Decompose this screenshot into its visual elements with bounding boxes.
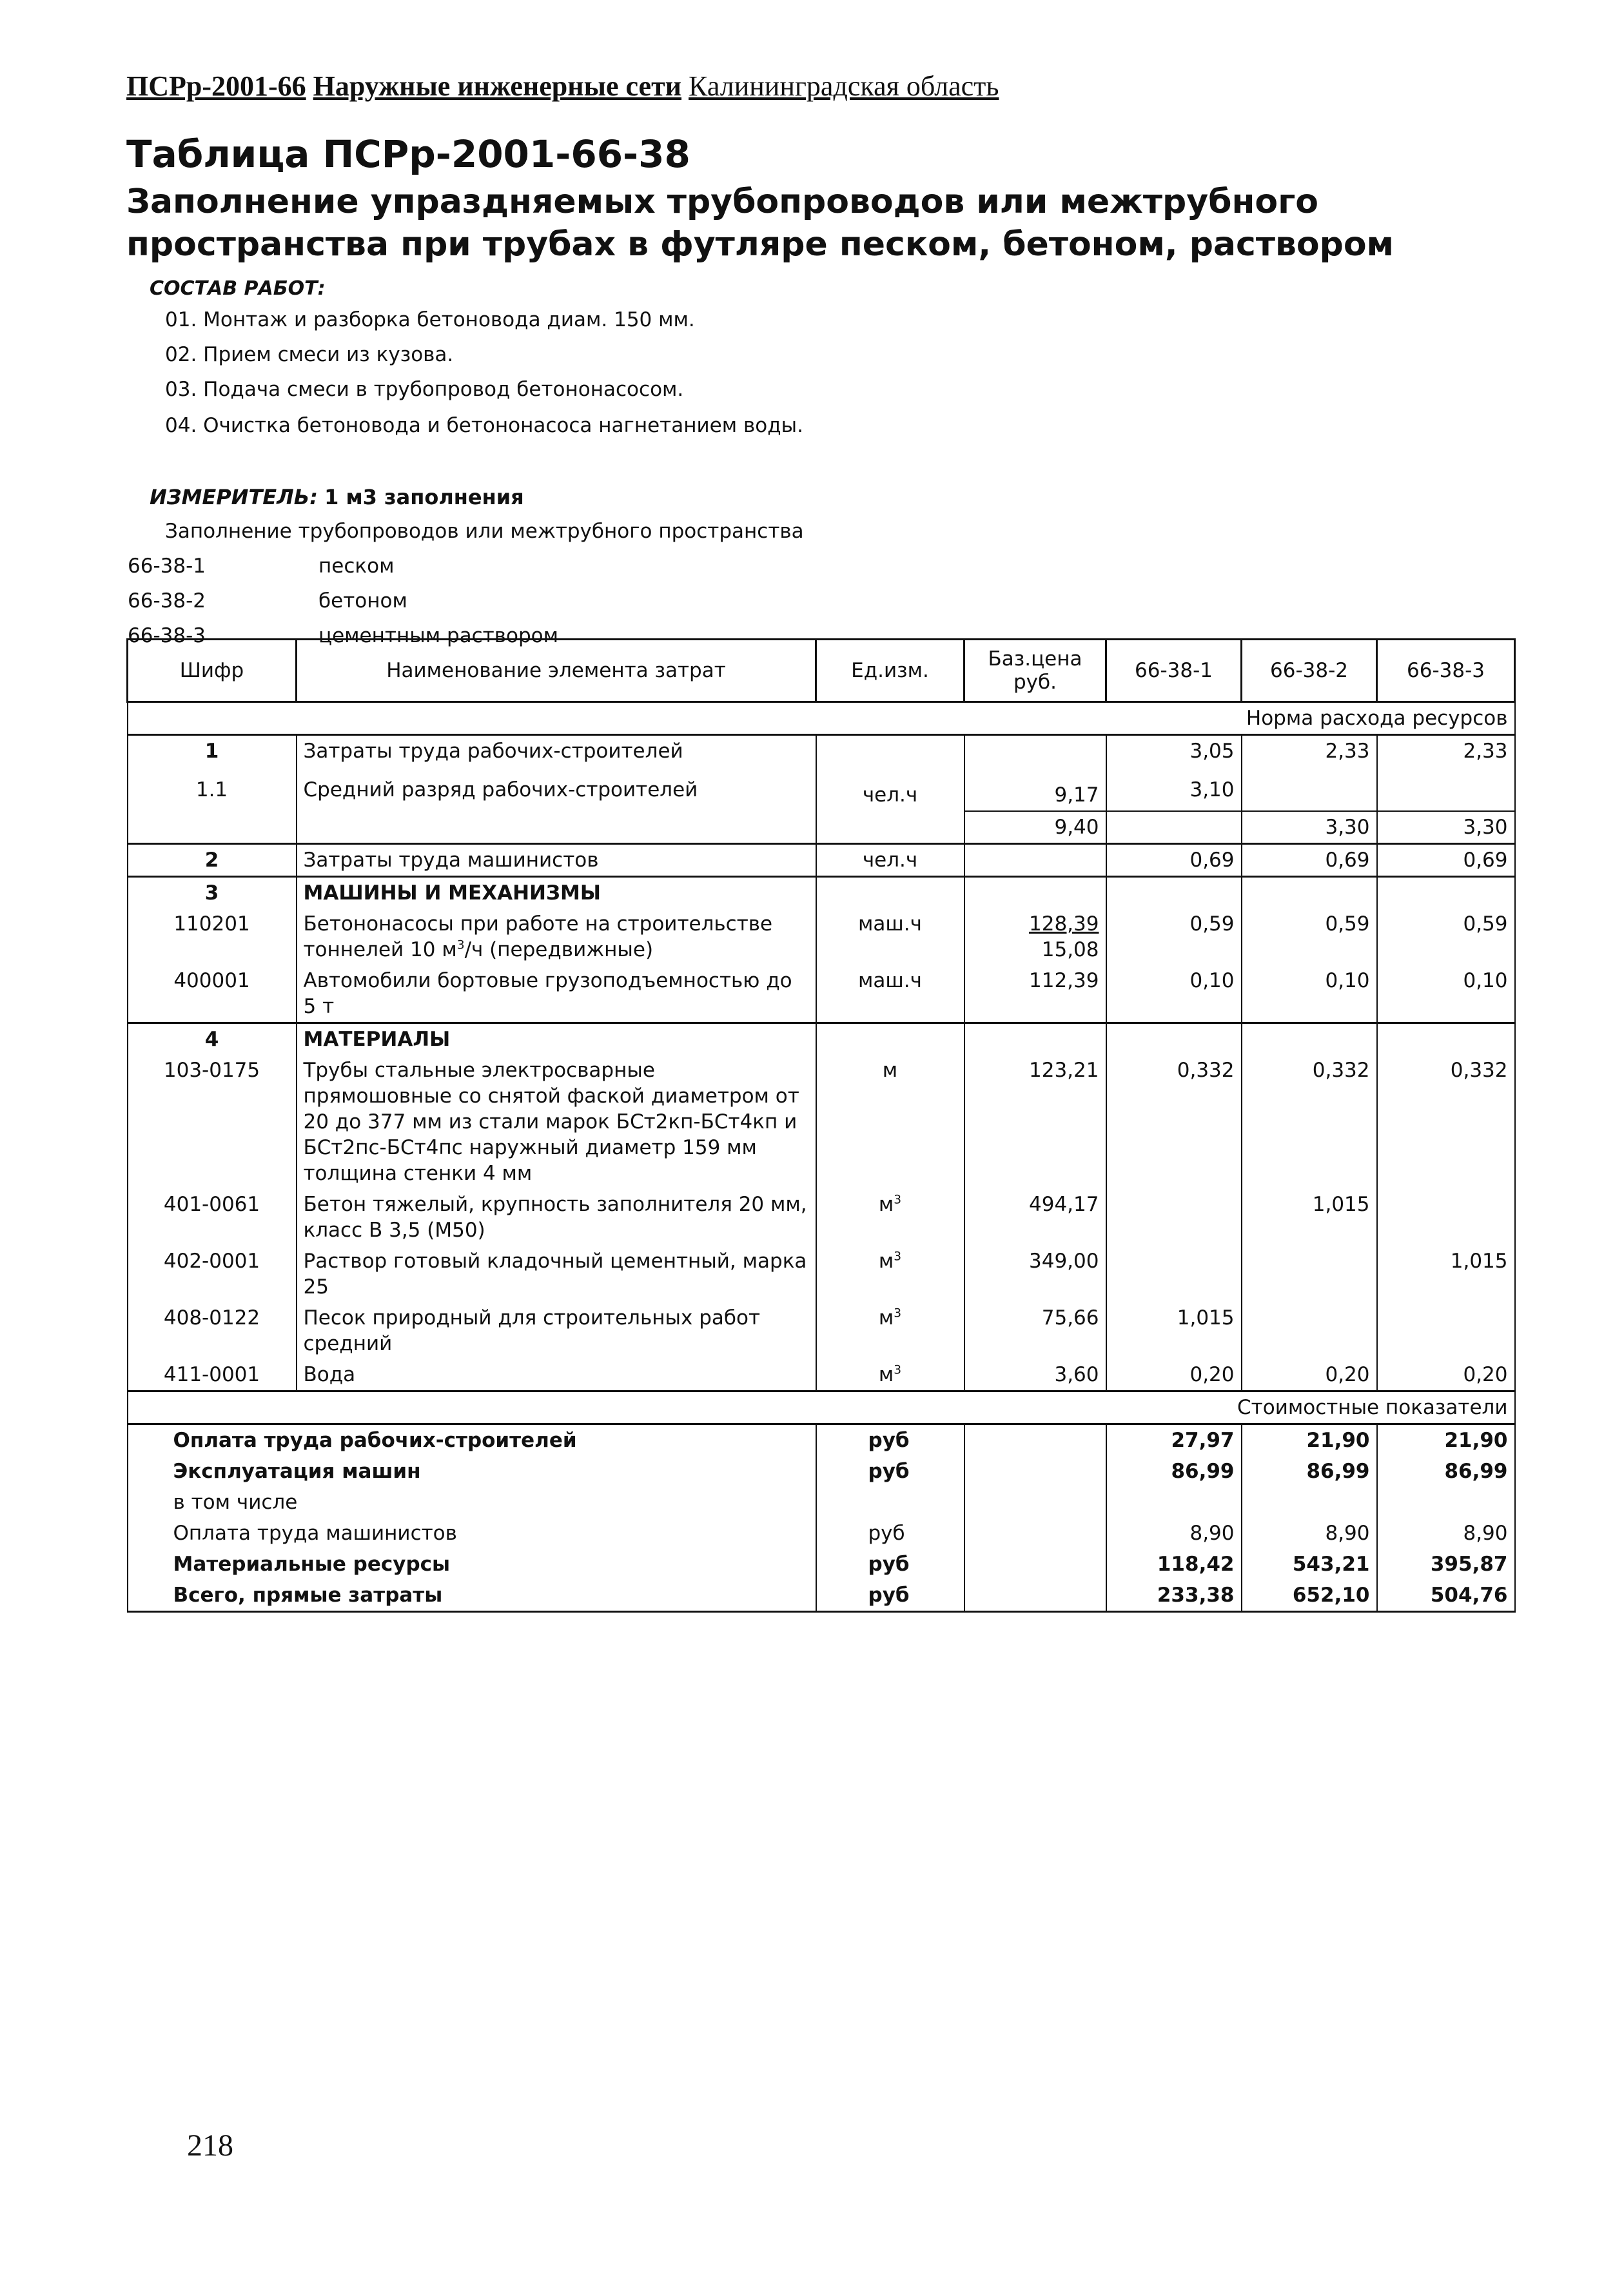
row-value-3: 2,33 xyxy=(1377,735,1515,767)
cost-value-2: 543,21 xyxy=(1242,1549,1377,1580)
cost-name: Всего, прямые затраты xyxy=(128,1580,816,1612)
row-price: 9,17 xyxy=(964,767,1106,811)
row-shifr: 1.1 xyxy=(128,767,297,811)
cost-value-3: 395,87 xyxy=(1377,1549,1515,1580)
row-value-1 xyxy=(1106,1189,1242,1246)
table-subtitle: Заполнение упраздняемых трубопроводов или межтрубного пространства при трубах в футляре песком, бетоном, раствором xyxy=(126,182,1394,264)
row-unit: чел.ч xyxy=(816,844,964,877)
table-row xyxy=(128,767,1515,811)
row-price: 494,17 xyxy=(964,1189,1106,1246)
table-row xyxy=(128,965,1515,1023)
row-value-2 xyxy=(1242,1246,1377,1302)
section-row xyxy=(128,1023,1515,1056)
row-value-3: 0,332 xyxy=(1377,1055,1515,1189)
row-value-2: 0,20 xyxy=(1242,1359,1377,1391)
cost-unit: руб xyxy=(816,1580,964,1612)
row-unit: маш.ч xyxy=(816,908,964,965)
work-item: 04. Очистка бетоновода и бетононасоса нагнетанием воды. xyxy=(165,414,803,437)
row-name: Раствор готовый кладочный цементный, марка 25 xyxy=(297,1246,816,1302)
row-value-2: 0,59 xyxy=(1242,908,1377,965)
row-value-2: 3,30 xyxy=(1242,811,1377,844)
row-shifr: 401-0061 xyxy=(128,1189,297,1246)
price-main: 128,39 xyxy=(1029,912,1099,936)
row-shifr: 3 xyxy=(128,877,297,909)
cost-name: Материальные ресурсы xyxy=(128,1549,816,1580)
page-number: 218 xyxy=(187,2128,233,2163)
page-header xyxy=(126,70,999,103)
row-name: Вода xyxy=(297,1359,816,1391)
table-row xyxy=(128,1055,1515,1189)
row-value-1: 3,10 xyxy=(1106,767,1242,811)
cost-value-3: 504,76 xyxy=(1377,1580,1515,1612)
cost-value-2: 86,99 xyxy=(1242,1456,1377,1487)
section-name: МАТЕРИАЛЫ xyxy=(297,1023,816,1056)
row-value-1: 0,10 xyxy=(1106,965,1242,1023)
header-name: Наименование элемента затрат xyxy=(297,640,816,702)
header-section: Наружные инженерные сети xyxy=(313,70,682,102)
cost-row xyxy=(128,1518,1515,1549)
row-value-3: 1,015 xyxy=(1377,1246,1515,1302)
row-value-2: 0,10 xyxy=(1242,965,1377,1023)
row-unit: $м^3$ xyxy=(816,1246,964,1302)
table-row xyxy=(128,908,1515,965)
cost-value-3 xyxy=(1377,1487,1515,1518)
table-row xyxy=(128,1246,1515,1302)
meter-label: ИЗМЕРИТЕЛЬ: xyxy=(150,485,318,509)
cost-value-1: 233,38 xyxy=(1106,1580,1242,1612)
cost-row xyxy=(128,1487,1515,1518)
header-col1: 66-38-1 xyxy=(1106,640,1242,702)
row-value-2 xyxy=(1242,767,1377,811)
cost-name: в том числе xyxy=(128,1487,816,1518)
cost-value-1: 27,97 xyxy=(1106,1424,1242,1457)
cost-label: Стоимостные показатели xyxy=(128,1391,1515,1424)
row-shifr xyxy=(128,811,297,844)
code-id: 66-38-1 xyxy=(128,555,206,578)
row-value-2: 0,69 xyxy=(1242,844,1377,877)
row-shifr: 103-0175 xyxy=(128,1055,297,1189)
row-value-3: 0,20 xyxy=(1377,1359,1515,1391)
row-shifr: 110201 xyxy=(128,908,297,965)
table-row xyxy=(128,811,1515,844)
table-title: Таблица ПСРр-2001-66-38 xyxy=(126,132,690,176)
row-name: Бетон тяжелый, крупность заполнителя 20 мм, класс В 3,5 (М50) xyxy=(297,1189,816,1246)
code-id: 66-38-3 xyxy=(128,624,206,647)
cost-unit: руб xyxy=(816,1424,964,1457)
cost-value-1: 118,42 xyxy=(1106,1549,1242,1580)
row-name: Затраты труда рабочих-строителей xyxy=(297,735,816,767)
norm-label-row xyxy=(128,702,1515,735)
cost-name: Эксплуатация машин xyxy=(128,1456,816,1487)
row-shifr: 1 xyxy=(128,735,297,767)
cost-unit: руб xyxy=(816,1518,964,1549)
code-line xyxy=(128,589,407,613)
row-value-2 xyxy=(1242,1302,1377,1359)
cost-value-3: 8,90 xyxy=(1377,1518,1515,1549)
code-text: бетоном xyxy=(318,589,407,613)
row-value-1: 0,332 xyxy=(1106,1055,1242,1189)
price-sub: 15,08 xyxy=(1041,938,1099,961)
row-name: Трубы стальные электросварные прямошовные со снятой фаской диаметром от 20 до 377 мм из стали марок БСт2кп-БСт4кп и БСт2пс-БСт4пс наружный диаметр 159 мм толщина стенки 4 мм xyxy=(297,1055,816,1189)
row-value-1: 0,59 xyxy=(1106,908,1242,965)
cost-value-1: 86,99 xyxy=(1106,1456,1242,1487)
row-unit: чел.ч xyxy=(816,767,964,811)
header-col2: 66-38-2 xyxy=(1242,640,1377,702)
header-shifr: Шифр xyxy=(128,640,297,702)
row-name: Средний разряд рабочих-строителей xyxy=(297,767,816,811)
work-item: 01. Монтаж и разборка бетоновода диам. 150 мм. xyxy=(165,308,695,331)
row-shifr: 402-0001 xyxy=(128,1246,297,1302)
table-header-row xyxy=(128,640,1515,702)
row-unit: маш.ч xyxy=(816,965,964,1023)
cost-value-3: 21,90 xyxy=(1377,1424,1515,1457)
cost-table xyxy=(126,638,1516,1613)
row-price: 75,66 xyxy=(964,1302,1106,1359)
row-price: 349,00 xyxy=(964,1246,1106,1302)
code-text: цементным раствором xyxy=(318,624,558,647)
row-value-3 xyxy=(1377,1189,1515,1246)
row-unit: $м^3$ xyxy=(816,1359,964,1391)
row-value-2: 0,332 xyxy=(1242,1055,1377,1189)
row-value-3: 3,30 xyxy=(1377,811,1515,844)
row-value-3 xyxy=(1377,767,1515,811)
row-value-3 xyxy=(1377,1302,1515,1359)
cost-value-1 xyxy=(1106,1487,1242,1518)
row-shifr: 4 xyxy=(128,1023,297,1056)
row-value-3: 0,10 xyxy=(1377,965,1515,1023)
row-value-2: 1,015 xyxy=(1242,1189,1377,1246)
table-row xyxy=(128,844,1515,877)
cost-unit: руб xyxy=(816,1549,964,1580)
table-row xyxy=(128,1189,1515,1246)
header-region: Калининградская область xyxy=(689,70,999,102)
cost-value-2 xyxy=(1242,1487,1377,1518)
row-value-3: 0,59 xyxy=(1377,908,1515,965)
row-unit: $м^3$ xyxy=(816,1189,964,1246)
row-name: Песок природный для строительных работ средний xyxy=(297,1302,816,1359)
section-row xyxy=(128,877,1515,909)
row-unit: $м^3$ xyxy=(816,1302,964,1359)
cost-name: Оплата труда машинистов xyxy=(128,1518,816,1549)
row-name xyxy=(297,811,816,844)
table-row xyxy=(128,1359,1515,1391)
cost-unit xyxy=(816,1487,964,1518)
row-shifr: 408-0122 xyxy=(128,1302,297,1359)
row-price xyxy=(964,844,1106,877)
row-price: 123,21 xyxy=(964,1055,1106,1189)
code-line xyxy=(128,555,394,578)
cost-value-2: 652,10 xyxy=(1242,1580,1377,1612)
cost-row xyxy=(128,1424,1515,1457)
row-shifr: 2 xyxy=(128,844,297,877)
row-name: Затраты труда машинистов xyxy=(297,844,816,877)
row-value-3: 0,69 xyxy=(1377,844,1515,877)
header-col3: 66-38-3 xyxy=(1377,640,1515,702)
row-value-1: 0,20 xyxy=(1106,1359,1242,1391)
row-value-2: 2,33 xyxy=(1242,735,1377,767)
table-row xyxy=(128,735,1515,767)
header-code: ПСРр-2001-66 xyxy=(126,70,306,102)
row-price xyxy=(964,908,1106,965)
cost-value-2: 8,90 xyxy=(1242,1518,1377,1549)
row-price: 9,40 xyxy=(964,811,1106,844)
section-name: МАШИНЫ И МЕХАНИЗМЫ xyxy=(297,877,816,909)
table-row xyxy=(128,1302,1515,1359)
row-value-1 xyxy=(1106,811,1242,844)
row-shifr: 411-0001 xyxy=(128,1359,297,1391)
row-value-1: 0,69 xyxy=(1106,844,1242,877)
cost-label-row xyxy=(128,1391,1515,1424)
work-item: 02. Прием смеси из кузова. xyxy=(165,343,454,366)
cost-value-2: 21,90 xyxy=(1242,1424,1377,1457)
row-price: 112,39 xyxy=(964,965,1106,1023)
norm-label: Норма расхода ресурсов xyxy=(128,702,1515,735)
header-price: Баз.цена руб. xyxy=(964,640,1106,702)
row-shifr: 400001 xyxy=(128,965,297,1023)
meter-line xyxy=(150,485,524,509)
fill-description: Заполнение трубопроводов или межтрубного пространства xyxy=(165,520,804,543)
cost-row xyxy=(128,1456,1515,1487)
cost-row xyxy=(128,1580,1515,1612)
cost-name: Оплата труда рабочих-строителей xyxy=(128,1424,816,1457)
row-unit xyxy=(816,811,964,844)
header-unit: Ед.изм. xyxy=(816,640,964,702)
row-value-1 xyxy=(1106,1246,1242,1302)
row-unit xyxy=(816,735,964,767)
cost-value-3: 86,99 xyxy=(1377,1456,1515,1487)
cost-row xyxy=(128,1549,1515,1580)
cost-unit: руб xyxy=(816,1456,964,1487)
row-value-1: 1,015 xyxy=(1106,1302,1242,1359)
row-name: Автомобили бортовые грузоподъемностью до 5 т xyxy=(297,965,816,1023)
meter-value: 1 м3 заполнения xyxy=(324,485,524,509)
row-price: 3,60 xyxy=(964,1359,1106,1391)
cost-value-1: 8,90 xyxy=(1106,1518,1242,1549)
row-value-1: 3,05 xyxy=(1106,735,1242,767)
row-name: Бетононасосы при работе на строительстве тоннелей 10 $м^3/ч$ (передвижные) xyxy=(297,908,816,965)
work-item: 03. Подача смеси в трубопровод бетононасосом. xyxy=(165,378,684,401)
row-unit: м xyxy=(816,1055,964,1189)
works-heading: СОСТАВ РАБОТ: xyxy=(150,277,326,300)
code-id: 66-38-2 xyxy=(128,589,206,613)
row-price xyxy=(964,735,1106,767)
code-text: песком xyxy=(318,555,395,578)
